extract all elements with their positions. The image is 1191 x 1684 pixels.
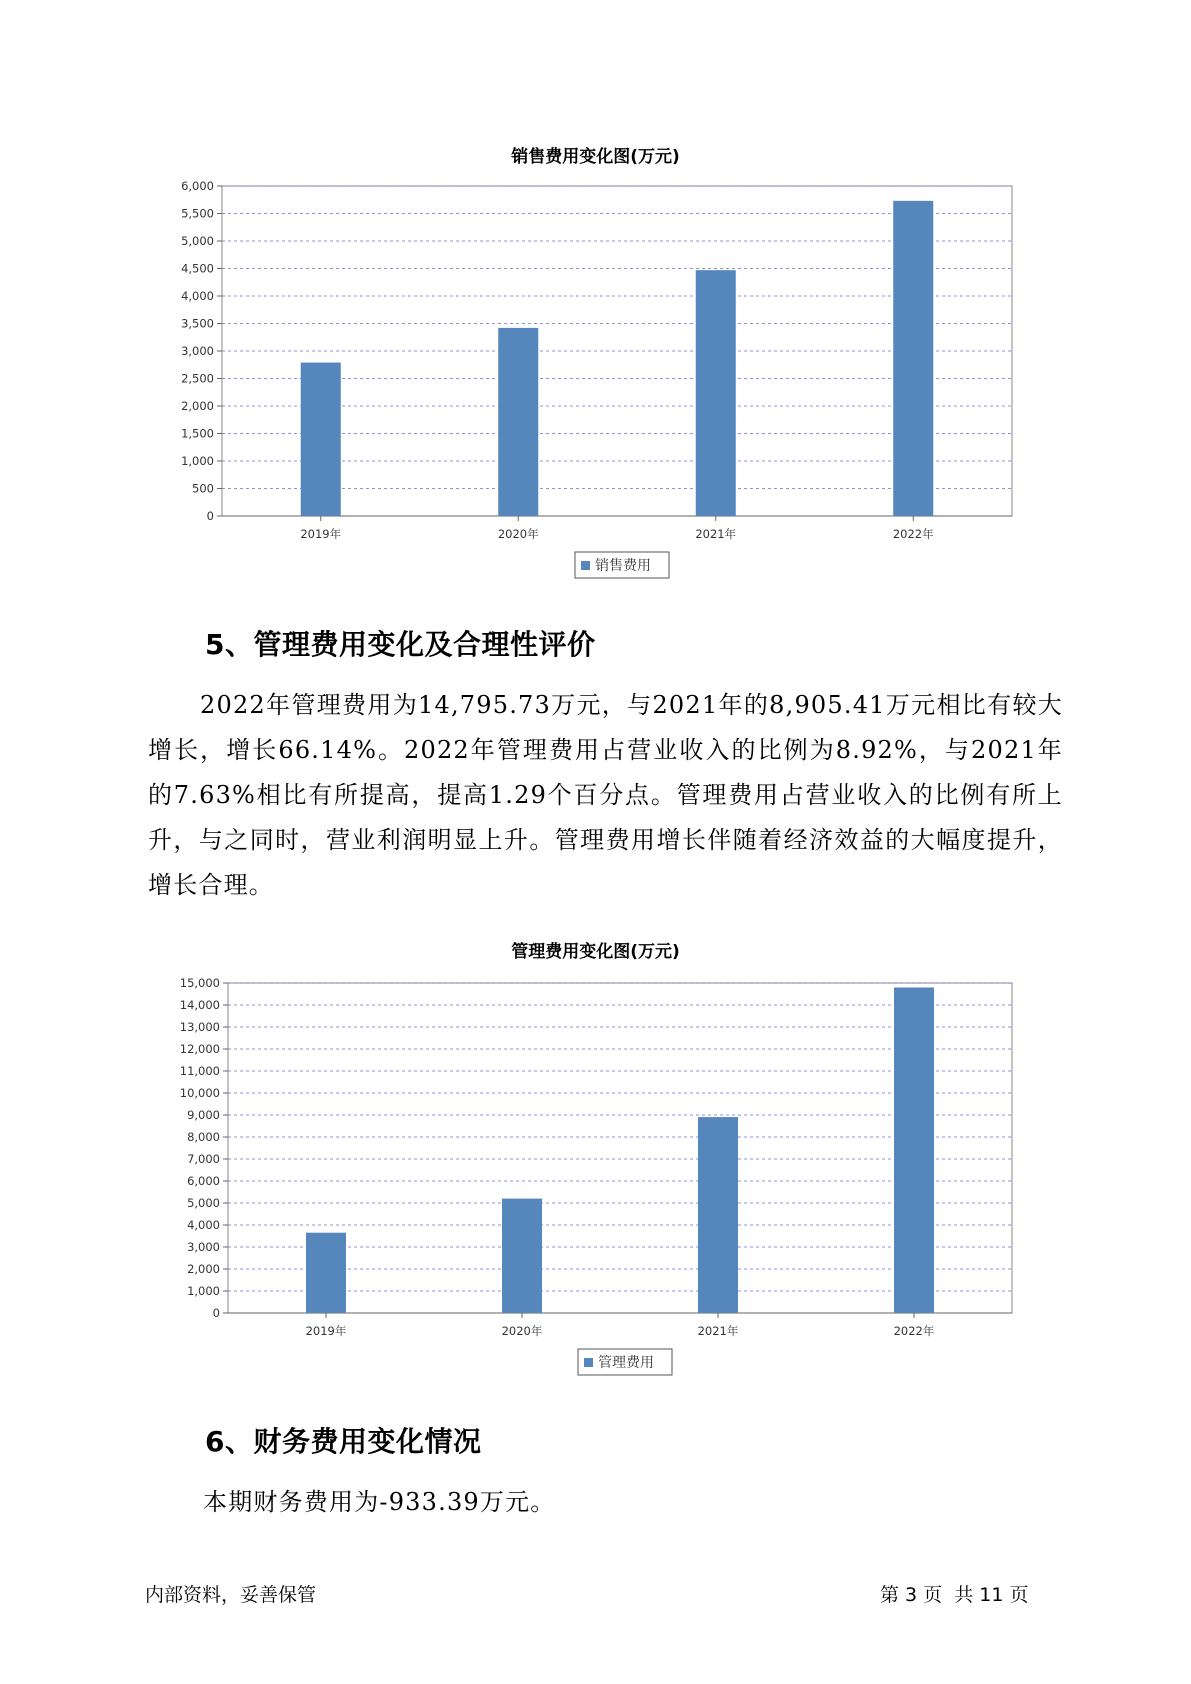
section5-paragraph: 2022年管理费用为14,795.73万元，与2021年的8,905.41万元相比有较大增长，增长66.14%。2022年管理费用占营业收入的比例为8.92%，与2021年的7.63%相比有所提高，提高1.29个百分点。管理费用占营业收入的比例有所上升，与之同时，营业利润明显上升。管理费用增长伴随着经济效益的大幅度提升，增长合理。: [148, 691, 1063, 899]
y-tick-label: 4,000: [181, 289, 214, 303]
y-tick-label: 11,000: [179, 1064, 220, 1078]
footer-page-number: 第 3 页 共 11 页: [880, 1584, 1029, 1606]
y-tick-label: 1,000: [181, 454, 214, 468]
y-tick-label: 3,000: [187, 1240, 220, 1254]
y-tick-label: 5,000: [187, 1196, 220, 1210]
y-tick-label: 1,000: [187, 1284, 220, 1298]
bar-2020年: [502, 1199, 542, 1313]
y-tick-label: 8,000: [187, 1130, 220, 1144]
y-tick-label: 13,000: [179, 1020, 220, 1034]
y-tick-label: 14,000: [179, 998, 220, 1012]
x-tick-label: 2022年: [893, 1324, 935, 1338]
y-tick-label: 10,000: [179, 1086, 220, 1100]
y-tick-label: 4,000: [187, 1218, 220, 1232]
section6-paragraph: 本期财务费用为-933.39万元。: [203, 1488, 556, 1516]
legend-label: 管理费用: [598, 1355, 654, 1371]
y-tick-label: 0: [212, 1306, 220, 1320]
admin-chart-title: 管理费用变化图(万元): [511, 942, 680, 962]
y-tick-label: 2,000: [181, 399, 214, 413]
y-tick-label: 7,000: [187, 1152, 220, 1166]
y-tick-label: 4,500: [181, 261, 214, 276]
x-tick-label: 2021年: [697, 1324, 739, 1338]
bar-2022年: [894, 987, 934, 1313]
legend-label: 销售费用: [595, 558, 651, 574]
bar-2021年: [698, 1117, 738, 1313]
y-tick-label: 0: [206, 509, 214, 523]
y-tick-label: 5,500: [181, 206, 214, 221]
y-tick-label: 1,500: [181, 426, 214, 441]
x-tick-label: 2022年: [892, 527, 934, 541]
y-tick-label: 9,000: [187, 1108, 220, 1122]
x-tick-label: 2020年: [501, 1324, 543, 1338]
y-tick-label: 3,500: [181, 316, 214, 331]
section6-heading: 6、财务费用变化情况: [205, 1425, 482, 1458]
x-tick-label: 2019年: [305, 1324, 347, 1338]
x-tick-label: 2021年: [695, 527, 737, 541]
y-tick-label: 6,000: [187, 1174, 220, 1188]
footer-left: 内部资料，妥善保管: [145, 1584, 317, 1606]
sales-chart-title: 销售费用变化图(万元): [511, 147, 680, 167]
y-tick-label: 15,000: [179, 976, 220, 990]
x-tick-label: 2020年: [497, 527, 539, 541]
y-tick-label: 500: [192, 481, 214, 496]
legend-swatch: [584, 1358, 593, 1367]
section5-heading: 5、管理费用变化及合理性评价: [205, 628, 596, 661]
bar-2019年: [306, 1233, 346, 1313]
y-tick-label: 2,000: [187, 1262, 220, 1276]
x-tick-label: 2019年: [300, 527, 342, 541]
y-tick-label: 2,500: [181, 371, 214, 386]
y-tick-label: 3,000: [181, 344, 214, 358]
y-tick-label: 12,000: [179, 1042, 220, 1056]
y-tick-label: 5,000: [181, 234, 214, 248]
y-tick-label: 6,000: [181, 179, 214, 193]
